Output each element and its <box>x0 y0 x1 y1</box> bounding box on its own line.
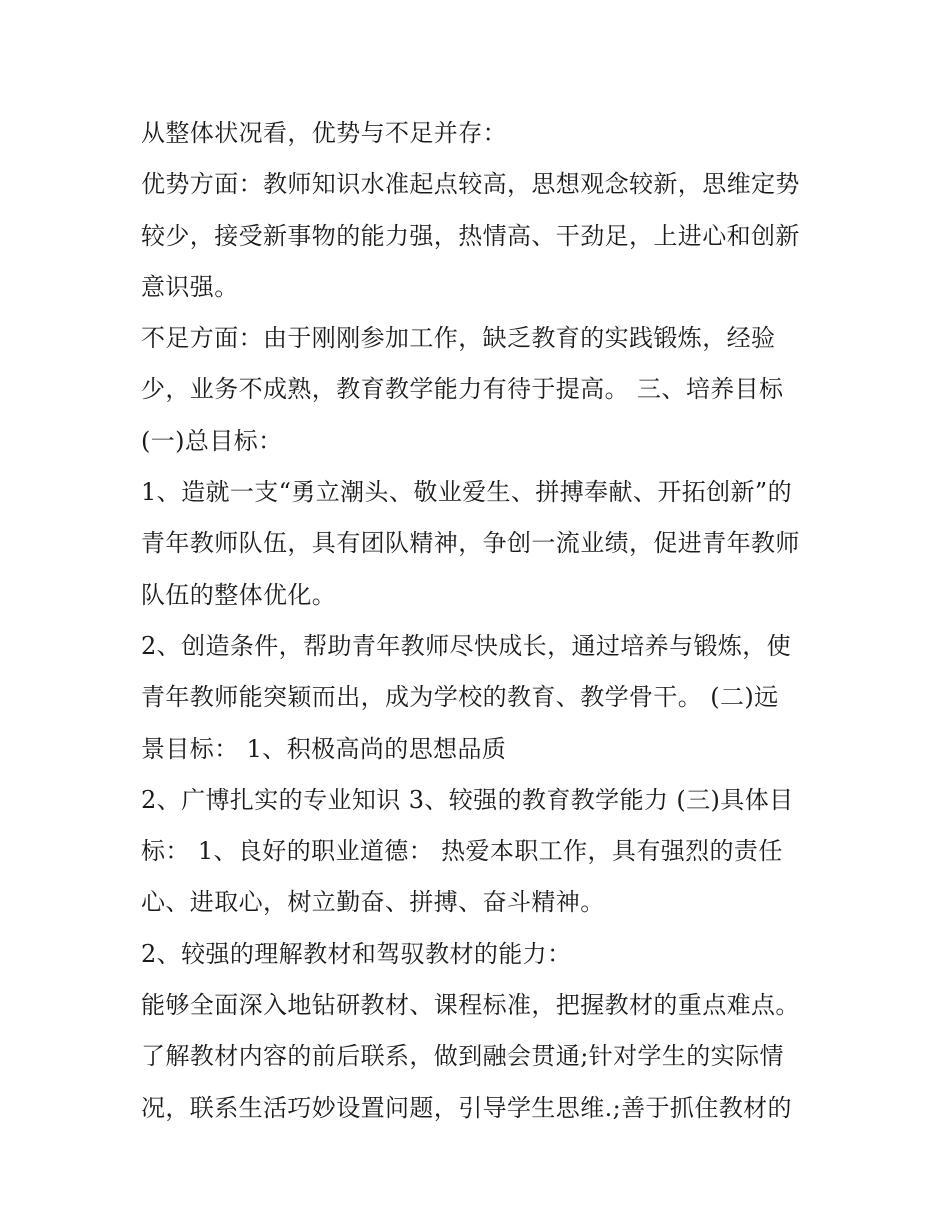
text-line: 能够全面深入地钻研教材、课程标准，把握教材的重点难点。 <box>141 991 800 1020</box>
text-line: 2、较强的理解教材和驾驭教材的能力： <box>141 939 572 968</box>
text-line: 青年教师能突颖而出，成为学校的教育、教学骨干。 (二)远 <box>141 683 779 712</box>
text-line: 青年教师队伍，具有团队精神，争创一流业绩，促进青年教师 <box>141 529 800 558</box>
text-line: 优势方面：教师知识水准起点较高，思想观念较新，思维定势 <box>141 170 800 199</box>
text-line: 心、进取心，树立勤奋、拼搏、奋斗精神。 <box>141 888 605 917</box>
text-line: 1、造就一支“勇立潮头、敬业爱生、拼搏奉献、开拓创新”的 <box>141 478 793 507</box>
text-line: 不足方面：由于刚刚参加工作，缺乏教育的实践锻炼，经验 <box>141 324 776 353</box>
text-line: 2、创造条件，帮助青年教师尽快成长，通过培养与锻炼，使 <box>141 631 792 660</box>
text-line: 队伍的整体优化。 <box>141 580 337 609</box>
document-body <box>141 108 821 1134</box>
text-line: 2、广博扎实的专业知识 3、较强的教育教学能力 (三)具体目 <box>141 785 794 814</box>
text-line: 景目标： 1、积极高尚的思想品质 <box>141 734 507 763</box>
text-line: 较少，接受新事物的能力强，热情高、干劲足，上进心和创新 <box>141 221 800 250</box>
text-line: 少，业务不成熟，教育教学能力有待于提高。 三、培养目标 <box>141 375 784 404</box>
text-line: 意识强。 <box>141 272 239 301</box>
text-line: (一)总目标： <box>141 426 283 455</box>
text-line: 从整体状况看，优势与不足并存： <box>141 119 507 147</box>
text-line: 标： 1、良好的职业道德： 热爱本职工作，具有强烈的责任 <box>141 837 783 866</box>
text-line: 况，联系生活巧妙设置问题，引导学生思维.;善于抓住教材的 <box>141 1093 792 1122</box>
text-line: 了解教材内容的前后联系，做到融会贯通;针对学生的实际情 <box>141 1042 784 1071</box>
